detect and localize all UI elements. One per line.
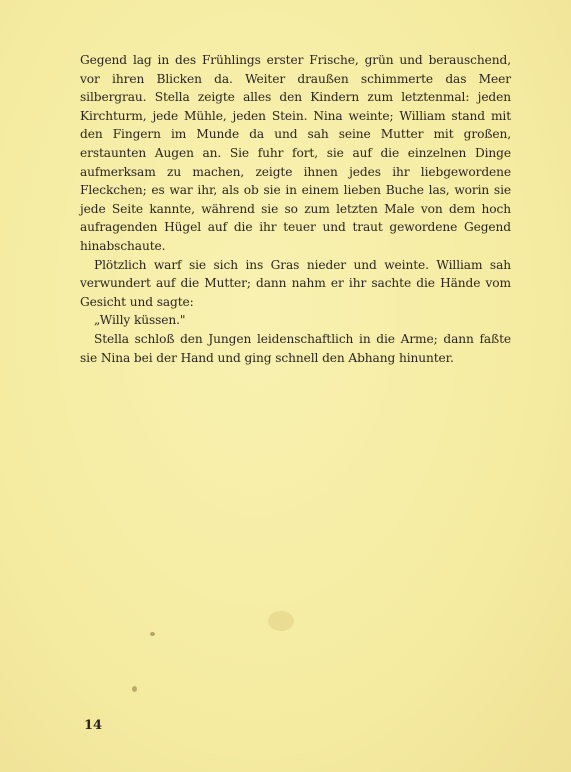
paragraph-3: „Willy küssen." bbox=[94, 313, 186, 328]
body-text bbox=[80, 51, 511, 367]
paragraph-1: Gegend lag in des Frühlings erster Frische, grün und berauschend, vor ihren Blicken da. Weiter draußen schimmerte das Meer silbergrau. Stella zeigte alles den Kindern zum letztenmal: jeden Kirchturm, jede Mühle, jeden Stein. Nina weinte; William stand mit den Fingern im Munde da und sah seine Mutter mit großen, erstaunten Augen an. Sie fuhr fort, sie auf die einzelnen Dinge aufmerksam zu machen, zeigte ihnen jedes ihr liebgewordene Fleckchen; es war ihr, als ob sie in einem lieben Buche las, worin sie jede Seite kannte, während sie so zum letzten Male von dem hoch aufragenden Hügel auf die ihr teuer und traut gewordene Gegend hinabschaute. bbox=[80, 53, 511, 253]
paper-stain bbox=[132, 686, 137, 692]
page-number: 14 bbox=[84, 718, 103, 733]
paper-stain bbox=[150, 632, 155, 636]
paragraph-2: Plötzlich warf sie sich ins Gras nieder und weinte. William sah verwundert auf die Mutter; dann nahm er ihr sachte die Hände vom Gesicht und sagte: bbox=[80, 257, 511, 309]
paragraph-4: Stella schloß den Jungen leidenschaftlich in die Arme; dann faßte sie Nina bei der Hand und ging schnell den Abhang hinunter. bbox=[80, 331, 511, 365]
paper-stain bbox=[268, 611, 294, 631]
